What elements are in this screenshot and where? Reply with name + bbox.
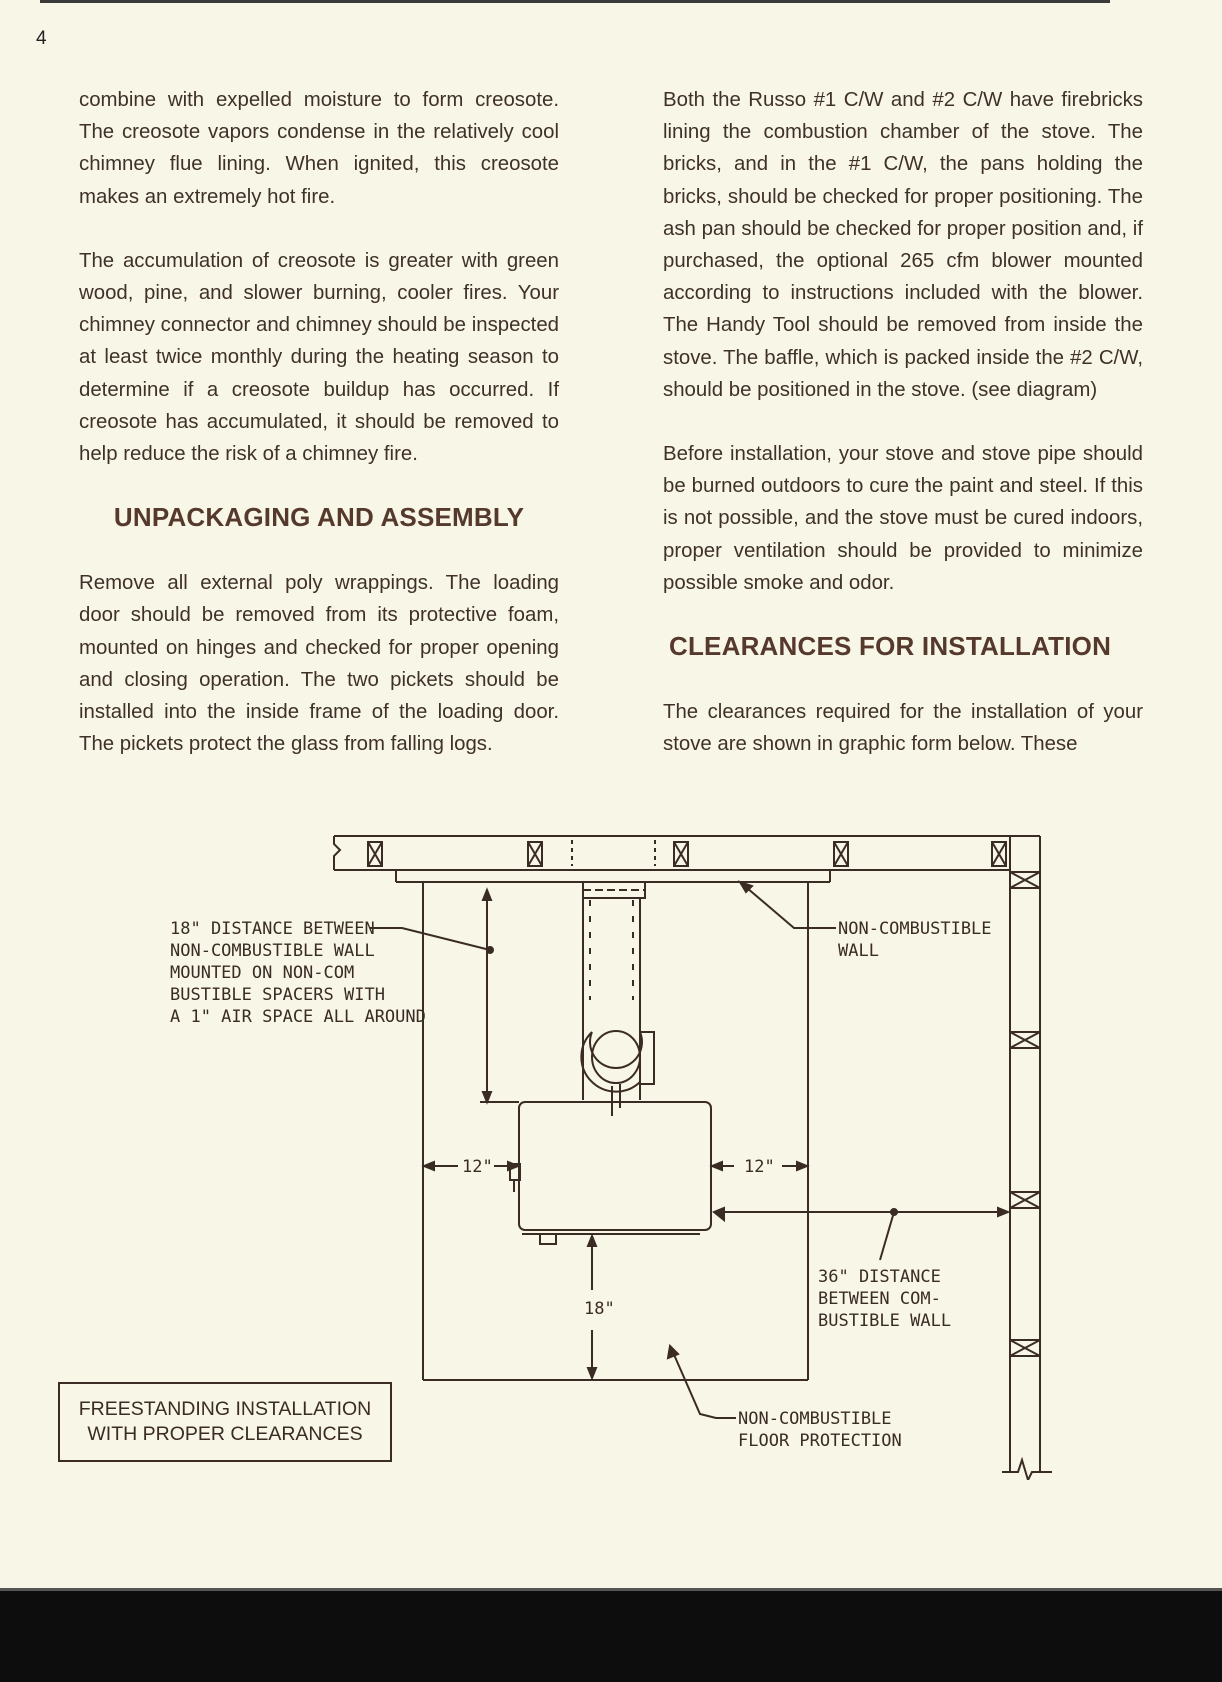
label-noncombustible-wall-line2: WALL: [838, 941, 879, 961]
right-paragraph-clearances: The clearances required for the installation of your stove are shown in graphic form below. These: [663, 701, 1143, 756]
label-18-line2: NON-COMBUSTIBLE WALL: [170, 941, 375, 961]
floor-protection: [423, 882, 808, 1380]
heading-clearances: CLEARANCES FOR INSTALLATION: [669, 631, 1112, 662]
label-18-line4: BUSTIBLE SPACERS WITH: [170, 985, 385, 1005]
left-paragraph-accumulation: The accumulation of creosote is greater with green wood, pine, and slower burning, cooler fires. Your chimney connector and chimney should be inspected at least twice monthly during the heating season to determine if a creosote buildup has occurred. If creosote has accumulated, it should be removed to help reduce the risk of a chimney fire.: [79, 249, 559, 466]
bottom-edge-bar: [0, 1588, 1222, 1682]
label-18-line1: 18" DISTANCE BETWEEN: [170, 919, 375, 939]
left-paragraph-creosote: combine with expelled moisture to form creosote. The creosote vapors condense in the relatively cool chimney flue lining. When ignited, this creosote makes an extremely hot fire.: [79, 89, 559, 208]
diagram-caption: [58, 1382, 392, 1462]
label-noncombustible-wall-line1: NON-COMBUSTIBLE: [838, 919, 992, 939]
left-paragraph-unpacking: Remove all external poly wrappings. The loading door should be removed from its protective foam, mounted on hinges and checked for proper opening and closing operation. The two pickets should be installed into the inside frame of the loading door. The pickets protect the glass from falling logs.: [79, 572, 559, 756]
caption-line2: WITH PROPER CLEARANCES: [87, 1423, 363, 1445]
front-clearance-label: 18": [584, 1299, 615, 1319]
left-clearance-label: 12": [462, 1157, 493, 1177]
stove-pipe: [581, 898, 654, 1116]
label-18-line3: MOUNTED ON NON-COM: [170, 963, 355, 983]
page-number: 4: [36, 28, 47, 49]
heading-unpackaging: UNPACKAGING AND ASSEMBLY: [113, 502, 525, 533]
label-floor-line2: FLOOR PROTECTION: [738, 1431, 902, 1451]
right-paragraph-curing: Before installation, your stove and stove pipe should be burned outdoors to cure the paint and steel. If this is not possible, and the stove must be cured indoors, proper ventilation should be provided to minimize possible smoke and odor.: [663, 443, 1143, 594]
label-36-line2: BETWEEN COM-: [818, 1289, 941, 1309]
caption-line1: FREESTANDING INSTALLATION: [78, 1398, 372, 1420]
combustible-wall: [1002, 836, 1052, 1480]
left-column: [79, 84, 559, 792]
right-paragraph-firebricks: Both the Russo #1 C/W and #2 C/W have firebricks lining the combustion chamber of the stove. The bricks, and in the #1 C/W, the pans holding the bricks, should be checked for proper positioning. The ash pan should be checked for proper position and, if purchased, the optional 265 cfm blower mounted according to instructions included with the blower. The Handy Tool should be removed from inside the stove. The baffle, which is packed inside the #2 C/W, should be positioned in the stove. (see diagram): [663, 89, 1143, 401]
label-floor-line1: NON-COMBUSTIBLE: [738, 1409, 892, 1429]
label-18-line5: A 1" AIR SPACE ALL AROUND: [170, 1007, 426, 1027]
label-36-line3: BUSTIBLE WALL: [818, 1311, 952, 1331]
top-rule: [40, 0, 1110, 3]
stove: [510, 1102, 711, 1244]
right-column: [663, 84, 1143, 792]
right-clearance-label: 12": [744, 1157, 775, 1177]
clearance-diagram: [0, 820, 1222, 1480]
ceiling-structure: [334, 836, 1040, 898]
label-36-line1: 36" DISTANCE: [818, 1267, 941, 1287]
